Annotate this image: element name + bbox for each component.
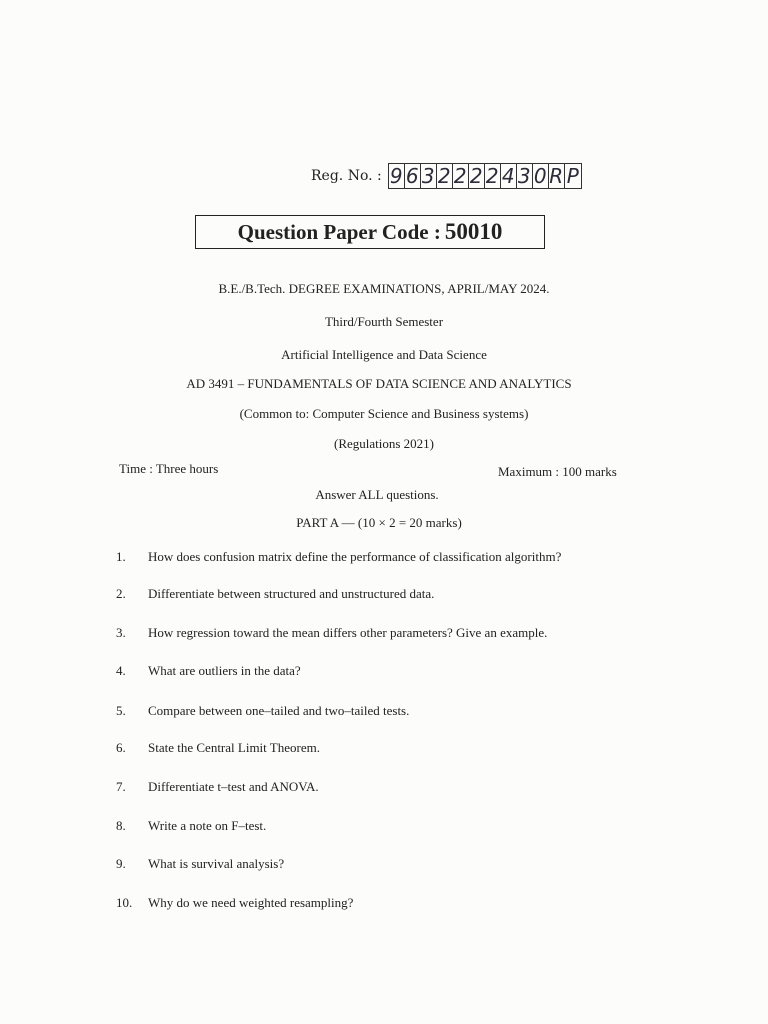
part-heading: PART A — (10 × 2 = 20 marks) xyxy=(296,515,462,530)
reg-digit: 3 xyxy=(517,164,533,188)
question-text: State the Central Limit Theorem. xyxy=(148,740,320,755)
question-number: 6. xyxy=(116,740,126,755)
course-title: AD 3491 – FUNDAMENTALS OF DATA SCIENCE AND ANALYTICS xyxy=(186,376,572,391)
question-number: 10. xyxy=(116,895,133,910)
question-number: 3. xyxy=(116,625,126,640)
semester: Third/Fourth Semester xyxy=(324,314,444,329)
reg-digit: R xyxy=(549,164,564,188)
question-text: Differentiate between structured and unstructured data. xyxy=(148,586,435,601)
question-item xyxy=(116,625,547,641)
reg-digit: 2 xyxy=(485,164,501,188)
question-item xyxy=(116,703,409,719)
reg-digit: 0 xyxy=(533,164,549,188)
registration-number xyxy=(311,163,582,189)
reg-digit: 2 xyxy=(437,164,453,188)
maximum-marks: Maximum : 100 marks xyxy=(498,464,617,479)
question-number: 7. xyxy=(116,779,126,794)
question-text: How does confusion matrix define the performance of classification algorithm? xyxy=(148,549,562,564)
question-number: 8. xyxy=(116,818,126,833)
reg-digit: 3 xyxy=(421,164,437,188)
reg-digit: 6 xyxy=(405,164,421,188)
question-item xyxy=(116,740,320,756)
question-text: Compare between one–tailed and two–tailed tests. xyxy=(148,703,410,718)
instruction: Answer ALL questions. xyxy=(315,487,439,502)
question-text: Why do we need weighted resampling? xyxy=(148,895,354,910)
department: Artificial Intelligence and Data Science xyxy=(281,347,487,362)
reg-digit: 2 xyxy=(469,164,485,188)
question-text: How regression toward the mean differs other parameters? Give an example. xyxy=(148,625,548,640)
exam-title: B.E./B.Tech. DEGREE EXAMINATIONS, APRIL/MAY 2024. xyxy=(218,281,550,296)
question-number: 2. xyxy=(116,586,126,601)
question-item xyxy=(116,895,353,911)
reg-digit: 9 xyxy=(389,164,405,188)
question-item xyxy=(116,779,319,795)
question-number: 9. xyxy=(116,856,126,871)
question-number: 4. xyxy=(116,663,126,678)
question-number: 1. xyxy=(116,549,126,564)
question-paper-code-value: 50010 xyxy=(444,219,503,244)
question-text: What are outliers in the data? xyxy=(148,663,301,678)
reg-digit: 4 xyxy=(501,164,517,188)
common-to: (Common to: Computer Science and Business systems) xyxy=(239,406,529,421)
reg-number-boxes xyxy=(388,163,582,189)
time-allowed: Time : Three hours xyxy=(119,461,219,476)
question-text: What is survival analysis? xyxy=(148,856,285,871)
question-item xyxy=(116,586,434,602)
question-item xyxy=(116,663,301,679)
question-text: Differentiate t–test and ANOVA. xyxy=(148,779,319,794)
regulations: (Regulations 2021) xyxy=(333,436,434,451)
question-paper-code-box xyxy=(195,215,545,249)
question-paper-code-label: Question Paper Code : xyxy=(237,219,441,244)
reg-digit: 2 xyxy=(453,164,469,188)
question-item xyxy=(116,818,266,834)
question-text: Write a note on F–test. xyxy=(148,818,267,833)
reg-digit: P xyxy=(566,164,579,188)
question-number: 5. xyxy=(116,703,126,718)
question-item xyxy=(116,856,284,872)
reg-label: Reg. No. : xyxy=(311,168,382,184)
question-item xyxy=(116,549,561,565)
